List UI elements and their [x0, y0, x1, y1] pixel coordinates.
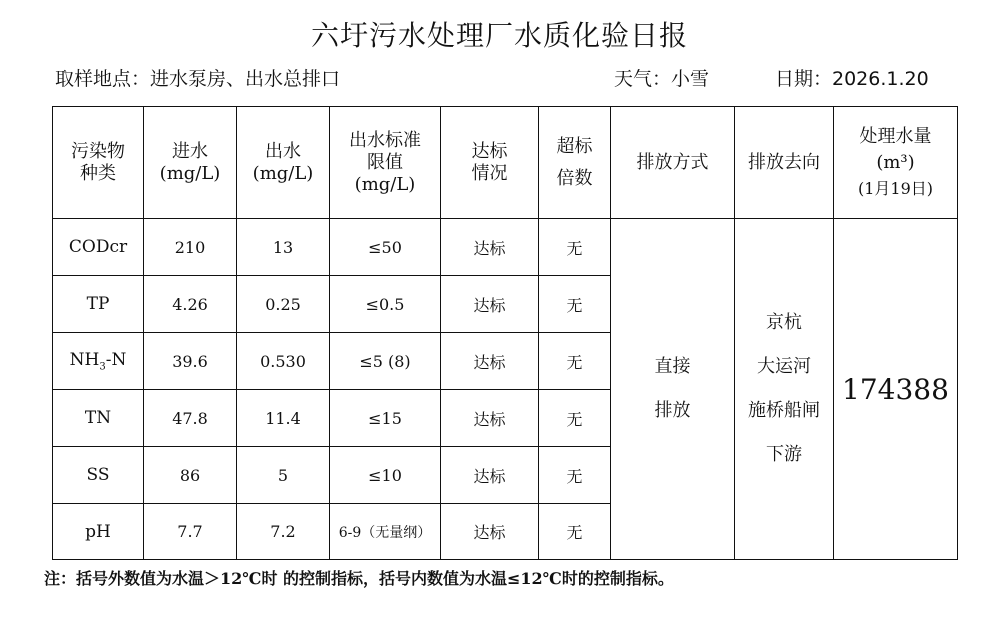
compliance-status: 达标	[441, 333, 539, 390]
limit-value: ≤5 (8)	[330, 333, 441, 390]
header-effluent: 出水 (mg/L)	[237, 107, 330, 219]
discharge-destination: 京杭 大运河 施桥船闸 下游	[735, 219, 834, 560]
exceed-multiple: 无	[539, 333, 611, 390]
influent-value: 7.7	[144, 504, 237, 560]
effluent-value: 0.530	[237, 333, 330, 390]
effluent-value: 0.25	[237, 276, 330, 333]
sampling-location: 取样地点：进水泵房、出水总排口	[55, 68, 341, 90]
water-quality-table	[52, 106, 958, 560]
limit-value: ≤15	[330, 390, 441, 447]
compliance-status: 达标	[441, 390, 539, 447]
header-pollutant: 污染物 种类	[53, 107, 144, 219]
limit-value: ≤10	[330, 447, 441, 504]
weather: 天气：小雪	[614, 68, 710, 90]
limit-value: ≤0.5	[330, 276, 441, 333]
influent-value: 47.8	[144, 390, 237, 447]
pollutant-name: CODcr	[53, 219, 144, 276]
report-date: 日期：2026.1.20	[775, 68, 929, 90]
compliance-status: 达标	[441, 447, 539, 504]
header-volume: 处理水量 (m³) (1月19日)	[834, 107, 958, 219]
influent-value: 210	[144, 219, 237, 276]
exceed-multiple: 无	[539, 219, 611, 276]
effluent-value: 11.4	[237, 390, 330, 447]
compliance-status: 达标	[441, 219, 539, 276]
effluent-value: 7.2	[237, 504, 330, 560]
influent-value: 4.26	[144, 276, 237, 333]
header-exceed: 超标 倍数	[539, 107, 611, 219]
header-limit: 出水标准 限值 (mg/L)	[330, 107, 441, 219]
report-title: 六圩污水处理厂水质化验日报	[310, 19, 688, 52]
pollutant-name: TN	[53, 390, 144, 447]
influent-value: 39.6	[144, 333, 237, 390]
header-compliance: 达标 情况	[441, 107, 539, 219]
effluent-value: 5	[237, 447, 330, 504]
footnote: 注：括号外数值为水温＞12℃时 的控制指标，括号内数值为水温≤12℃时的控制指标。	[44, 569, 674, 588]
pollutant-name: SS	[53, 447, 144, 504]
limit-value: ≤50	[330, 219, 441, 276]
exceed-multiple: 无	[539, 390, 611, 447]
influent-value: 86	[144, 447, 237, 504]
exceed-multiple: 无	[539, 447, 611, 504]
compliance-status: 达标	[441, 276, 539, 333]
pollutant-name: TP	[53, 276, 144, 333]
exceed-multiple: 无	[539, 276, 611, 333]
header-row	[53, 107, 958, 219]
limit-value: 6-9（无量纲）	[330, 504, 441, 560]
header-discharge-destination: 排放去向	[735, 107, 834, 219]
header-influent: 进水 (mg/L)	[144, 107, 237, 219]
table-row	[53, 219, 958, 276]
treated-volume: 174388	[834, 219, 958, 560]
header-discharge-method: 排放方式	[611, 107, 735, 219]
pollutant-name: $NH_3-N$	[53, 333, 144, 390]
compliance-status: 达标	[441, 504, 539, 560]
effluent-value: 13	[237, 219, 330, 276]
pollutant-name: pH	[53, 504, 144, 560]
discharge-method: 直接 排放	[611, 219, 735, 560]
exceed-multiple: 无	[539, 504, 611, 560]
